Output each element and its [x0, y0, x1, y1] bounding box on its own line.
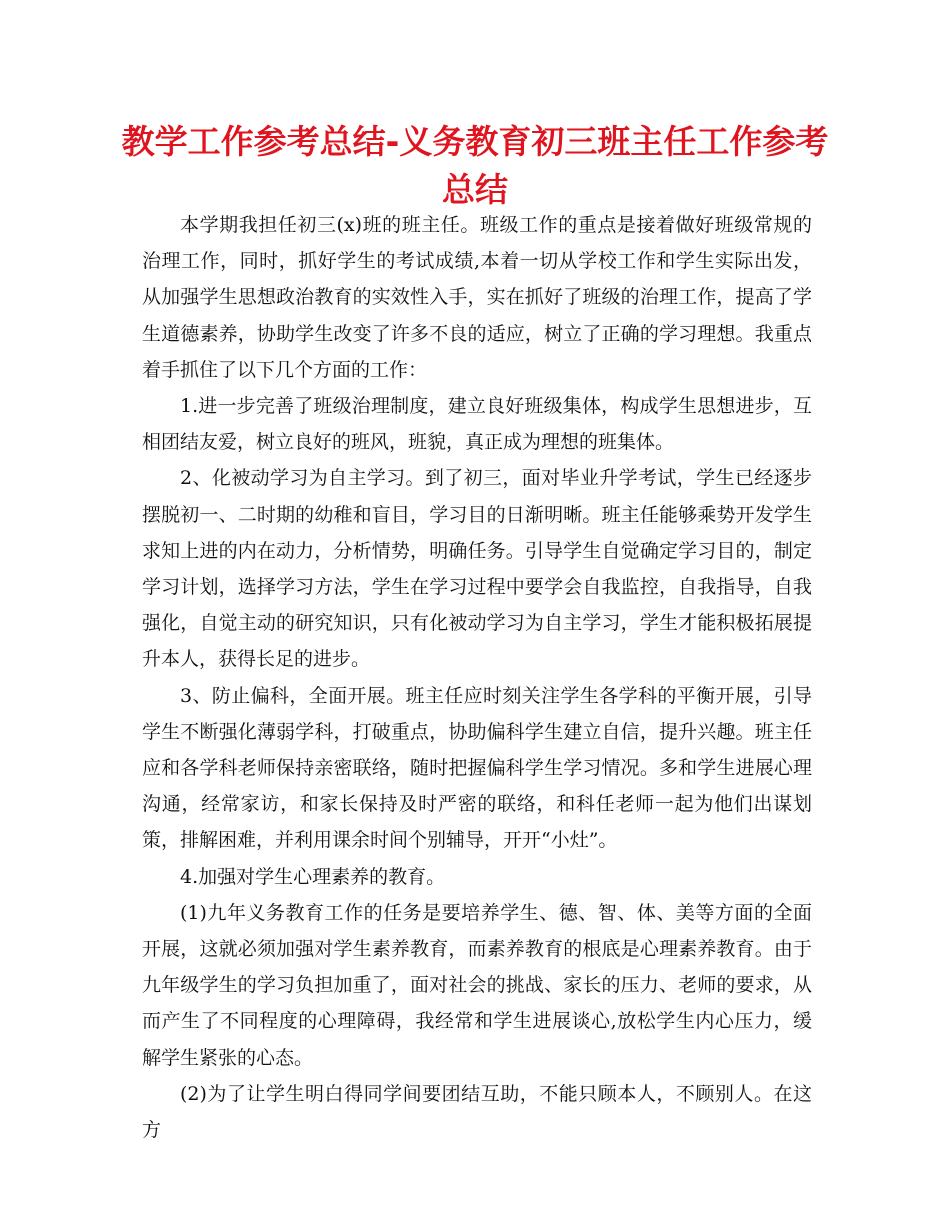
paragraph-item-4: 4.加强对学生心理素养的教育。: [180, 865, 446, 888]
paragraph-item-4-2: (2)为了让学生明白得同学间要团结互助，不能只顾本人，不顾别人。在这方: [142, 1082, 812, 1142]
paragraph-item-4-1: (1)九年义务教育工作的任务是要培养学生、德、智、体、美等方面的全面开展，这就必须加强对学生素养教育，而素养教育的根底是心理素养教育。由于九年级学生的学习负担加重了，面对社会的挑战、家长的压力、老师的要求，从而产生了不同程度的心理障碍，我经常和学生进展谈心,放松学生内心压力，缓解学生紧张的心态。: [142, 901, 812, 1069]
paragraph-item-1: 1.进一步完善了班级治理制度，建立良好班级集体，构成学生思想进步，互相团结友爱，树立良好的班风，班貌，真正成为理想的班集体。: [142, 395, 812, 454]
document-title: 教学工作参考总结-义务教育初三班主任工作参考总结: [121, 122, 829, 209]
paragraph-item-3: 3、防止偏科，全面开展。班主任应时刻关注学生各学科的平衡开展，引导学生不断强化薄弱学科，打破重点，协助偏科学生建立自信，提升兴趣。班主任应和各学科老师保持亲密联络，随时把握偏科学生学习情况。多和学生进展心理沟通，经常家访，和家长保持及时严密的联络，和科任老师一起为他们出谋划策，排解困难，并利用课余时间个别辅导，开开“小灶”。: [142, 684, 812, 852]
paragraph-item-2: 2、化被动学习为自主学习。到了初三，面对毕业升学考试，学生已经逐步摆脱初一、二时期的幼稚和盲目，学习目的日渐明晰。班主任能够乘势开发学生求知上进的内在动力，分析情势，明确任务。引导学生自觉确定学习目的，制定学习计划，选择学习方法，学生在学习过程中要学会自我监控，自我指导，自我强化，自觉主动的研究知识，只有化被动学习为自主学习，学生才能积极拓展提升本人，获得长足的进步。: [142, 467, 812, 671]
document-body: [142, 207, 812, 1148]
paragraph-intro: 本学期我担任初三(x)班的班主任。班级工作的重点是接着做好班级常规的治理工作，同时，抓好学生的考试成绩,本着一切从学校工作和学生实际出发，从加强学生思想政治教育的实效性入手，实在抓好了班级的治理工作，提高了学生道德素养，协助学生改变了许多不良的适应，树立了正确的学习理想。我重点着手抓住了以下几个方面的工作：: [142, 214, 812, 381]
